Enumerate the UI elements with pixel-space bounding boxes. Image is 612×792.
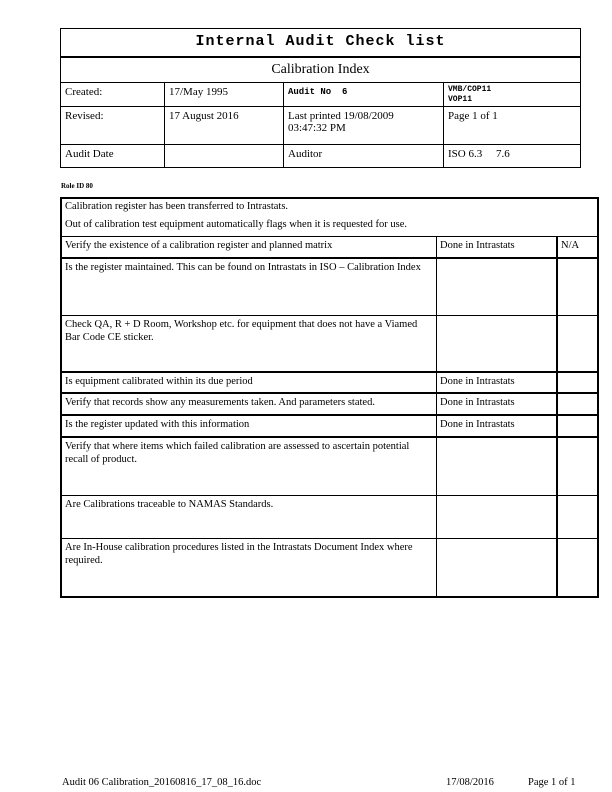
header-row-created [61, 83, 580, 107]
header-row-revised [61, 107, 580, 145]
document-title: Internal Audit Check list [61, 29, 580, 58]
header-question: Verify the existence of a calibration register and planned matrix [62, 237, 437, 257]
row-done[interactable]: Done in Intrastats [437, 394, 558, 414]
audit-date-value [165, 145, 284, 167]
audit-date-label: Audit Date [61, 145, 165, 167]
row-question: Is the register maintained. This can be found on Intrastats in ISO – Calibration Index [62, 259, 437, 315]
row-question: Is equipment calibrated within its due period [62, 373, 437, 392]
role-id: Role ID 80 [61, 182, 93, 190]
table-row [62, 539, 597, 596]
table-row [62, 259, 597, 316]
iso-reference: ISO 6.3 7.6 [448, 148, 510, 160]
last-printed-date: Last printed 19/08/2009 [288, 110, 394, 122]
row-na[interactable] [558, 438, 597, 495]
row-done[interactable] [437, 539, 558, 596]
row-question: Verify that where items which failed calibration are assessed to ascertain potential recall of product. [62, 438, 437, 495]
intro-line-1: Calibration register has been transferred to Intrastats. [65, 201, 289, 212]
table-row [62, 394, 597, 416]
document-code-line2: VOP11 [448, 95, 473, 104]
footer-date: 17/08/2016 [446, 777, 494, 788]
row-na[interactable] [558, 394, 597, 414]
row-question: Are Calibrations traceable to NAMAS Standards. [62, 496, 437, 538]
table-row [62, 373, 597, 394]
header-table [60, 28, 581, 168]
intro-line-2: Out of calibration test equipment automatically flags when it is requested for use. [65, 219, 408, 230]
intro-notes [62, 199, 597, 237]
header-done: Done in Intrastats [437, 237, 558, 257]
row-na[interactable] [558, 259, 597, 315]
row-question: Check QA, R + D Room, Workshop etc. for equipment that does not have a Viamed Bar Code CE sticker. [62, 316, 437, 371]
row-question: Is the register updated with this information [62, 416, 437, 436]
row-question: Are In-House calibration procedures listed in the Intrastats Document Index where required. [62, 539, 437, 596]
table-row [62, 496, 597, 539]
row-question: Verify that records show any measurements taken. And parameters stated. [62, 394, 437, 414]
footer-page: Page 1 of 1 [528, 777, 576, 788]
revised-value: 17 August 2016 [165, 107, 284, 144]
row-done[interactable] [437, 259, 558, 315]
row-done[interactable] [437, 316, 558, 371]
header-na: N/A [561, 240, 580, 251]
row-na[interactable] [558, 316, 597, 371]
created-label: Created: [61, 83, 165, 106]
header-row-audit-date [61, 145, 580, 167]
row-done[interactable]: Done in Intrastats [437, 373, 558, 392]
footer-filename: Audit 06 Calibration_20160816_17_08_16.doc [62, 777, 262, 788]
row-na[interactable] [558, 416, 597, 436]
row-done[interactable]: Done in Intrastats [437, 416, 558, 436]
row-na[interactable] [558, 373, 597, 392]
checklist-table [60, 197, 599, 598]
table-row [62, 438, 597, 496]
document-subtitle: Calibration Index [61, 58, 580, 83]
table-row [62, 416, 597, 438]
page-indicator: Page 1 of 1 [448, 110, 498, 122]
audit-number: Audit No 6 [284, 83, 444, 106]
row-done[interactable] [437, 438, 558, 495]
table-header-row [62, 237, 597, 259]
row-done[interactable] [437, 496, 558, 538]
document-code [444, 83, 580, 106]
auditor-label: Auditor [284, 145, 444, 167]
row-na[interactable] [558, 539, 597, 596]
document-code-line1: VMB/COP11 [448, 85, 492, 94]
last-printed [284, 107, 444, 144]
table-row [62, 316, 597, 373]
created-value: 17/May 1995 [165, 83, 284, 106]
row-na[interactable] [558, 496, 597, 538]
revised-label: Revised: [61, 107, 165, 144]
last-printed-time: 03:47:32 PM [288, 122, 346, 134]
